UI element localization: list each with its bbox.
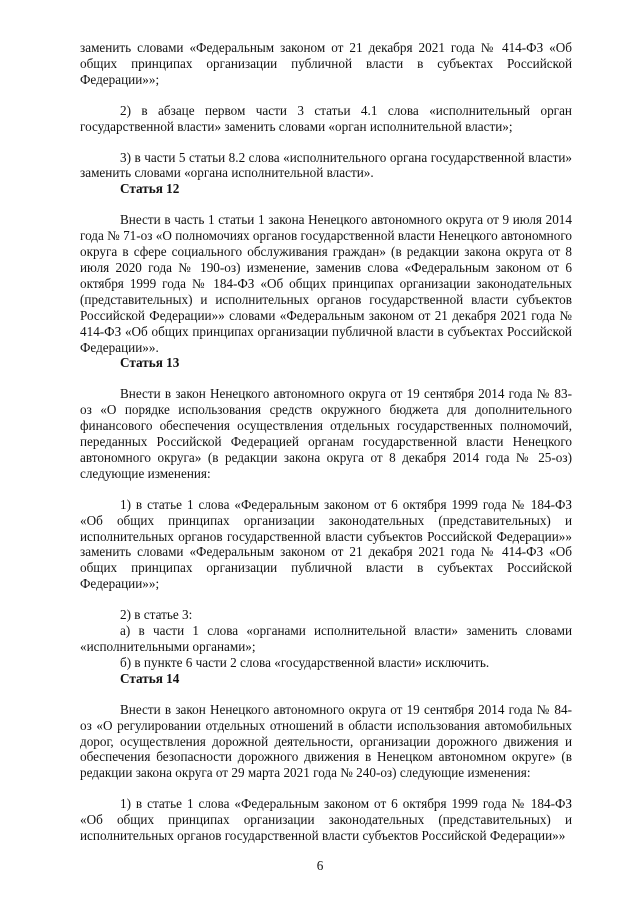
article-12-heading: Статья 12 xyxy=(120,181,180,197)
document-page xyxy=(80,40,572,844)
article-13-item-2: 2) в статье 3: xyxy=(120,607,193,623)
paragraph-continuation: заменить словами «Федеральным законом от 21 декабря 2021 года № 414-ФЗ «Об общих принципах организации публичной власти в субъектах Российской Федерации»»; xyxy=(80,40,572,87)
article-14-heading: Статья 14 xyxy=(120,670,180,686)
article-12-body: Внести в часть 1 статьи 1 закона Ненецкого автономного округа от 9 июля 2014 года № 71-оз «О полномочиях органов государственной власти Ненецкого автономного округа в сфере социального обслуживания граждан» (в редакции закона округа от 8 июля 2020 года № 190-оз) изменение, заменив слова «Федеральным законом от 6 октября 1999 года № 184-ФЗ «Об общих принципах организации законодательных (представительных) и исполнительных органов государственной власти субъектов Российской Федерации»» словами «Федеральным законом от 21 декабря 2021 года № 414-ФЗ «Об общих принципах организации публичной власти в субъектах Российской Федерации»». xyxy=(80,212,572,355)
article-13-subitem-b: б) в пункте 6 части 2 слова «государственной власти» исключить. xyxy=(120,654,490,670)
article-13-body: Внести в закон Ненецкого автономного округа от 19 сентября 2014 года № 83-оз «О порядке использования средств окружного бюджета для дополнительного финансового обеспечения осуществления отдельных государственных полномочий, переданных Российской Федерацией органам государственной власти Ненецкого автономного округа» (в редакции закона округа от 8 декабря 2014 года № 25-оз) следующие изменения: xyxy=(80,386,572,481)
paragraph-item-2: 2) в абзаце первом части 3 статьи 4.1 слова «исполнительный орган государственной власти» заменить словами «орган исполнительной власти»; xyxy=(80,102,572,134)
article-14-item-1: 1) в статье 1 слова «Федеральным законом от 6 октября 1999 года № 184-ФЗ «Об общих принципах организации законодательных (представительных) и исполнительных органов государственной власти субъектов Российской Федерации»» xyxy=(80,796,572,844)
article-13-heading: Статья 13 xyxy=(120,355,180,371)
article-14-body: Внести в закон Ненецкого автономного округа от 19 сентября 2014 года № 84-оз «О регулировании отдельных отношений в области использования автомобильных дорог, осуществления дорожной деятельности, организации дорожного движения и обеспечения безопасности дорожного движения в Ненецком автономном округе» (в редакции закона округа от 29 марта 2021 года № 240-оз) следующие изменения: xyxy=(80,701,572,781)
page-number: 6 xyxy=(316,858,324,873)
article-13-item-1: 1) в статье 1 слова «Федеральным законом от 6 октября 1999 года № 184-ФЗ «Об общих принципах организации законодательных (представительных) и исполнительных органов государственной власти субъектов Российской Федерации»» заменить словами «Федеральным законом от 21 декабря 2021 года № 414-ФЗ «Об общих принципах организации публичной власти в субъектах Российской Федерации»»; xyxy=(80,496,572,592)
paragraph-item-3: 3) в части 5 статьи 8.2 слова «исполнительного органа государственной власти» заменить словами «органа исполнительной власти». xyxy=(80,149,572,181)
article-13-subitem-a: а) в части 1 слова «органами исполнительной власти» заменить словами «исполнительными органами»; xyxy=(80,623,572,654)
